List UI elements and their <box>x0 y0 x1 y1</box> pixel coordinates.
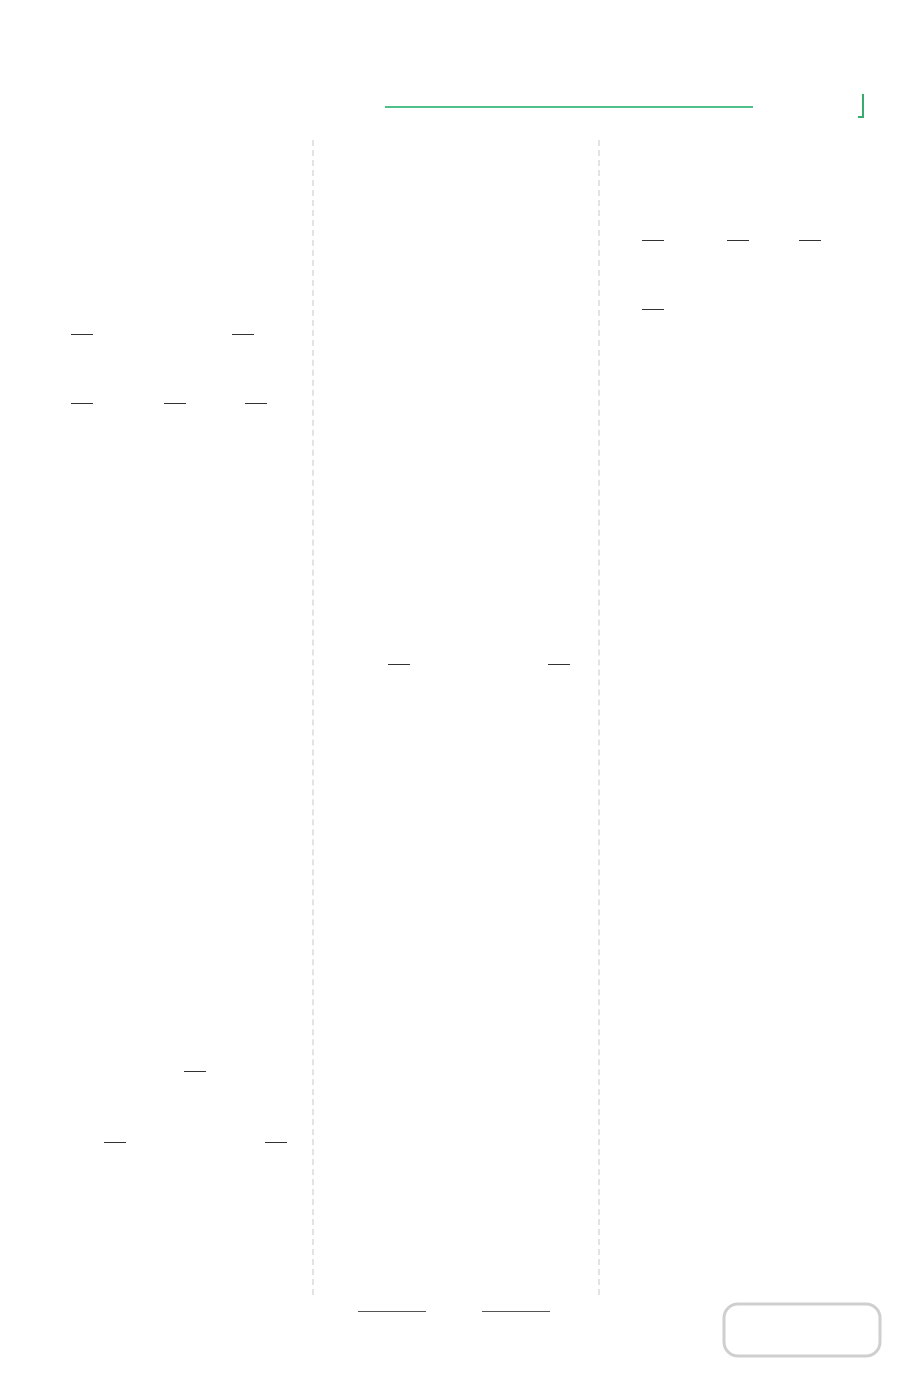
fraction <box>642 240 664 241</box>
site-logo <box>722 1300 882 1360</box>
fraction <box>265 1142 287 1143</box>
fraction <box>232 334 254 335</box>
column-divider <box>598 140 600 1295</box>
fraction <box>727 240 749 241</box>
page-number-rule <box>358 1311 426 1312</box>
fraction <box>104 1142 126 1143</box>
header-bracket <box>858 94 864 118</box>
fraction <box>799 240 821 241</box>
page-number-rule <box>482 1311 550 1312</box>
fraction <box>642 309 664 310</box>
header-rule <box>385 106 753 108</box>
fraction <box>71 403 93 404</box>
fraction <box>245 403 267 404</box>
fraction <box>388 664 410 665</box>
column-divider <box>312 140 314 1295</box>
fraction <box>184 1071 206 1072</box>
fraction <box>548 664 570 665</box>
logo-frame <box>724 1304 880 1356</box>
fraction <box>164 403 186 404</box>
fraction <box>71 334 93 335</box>
